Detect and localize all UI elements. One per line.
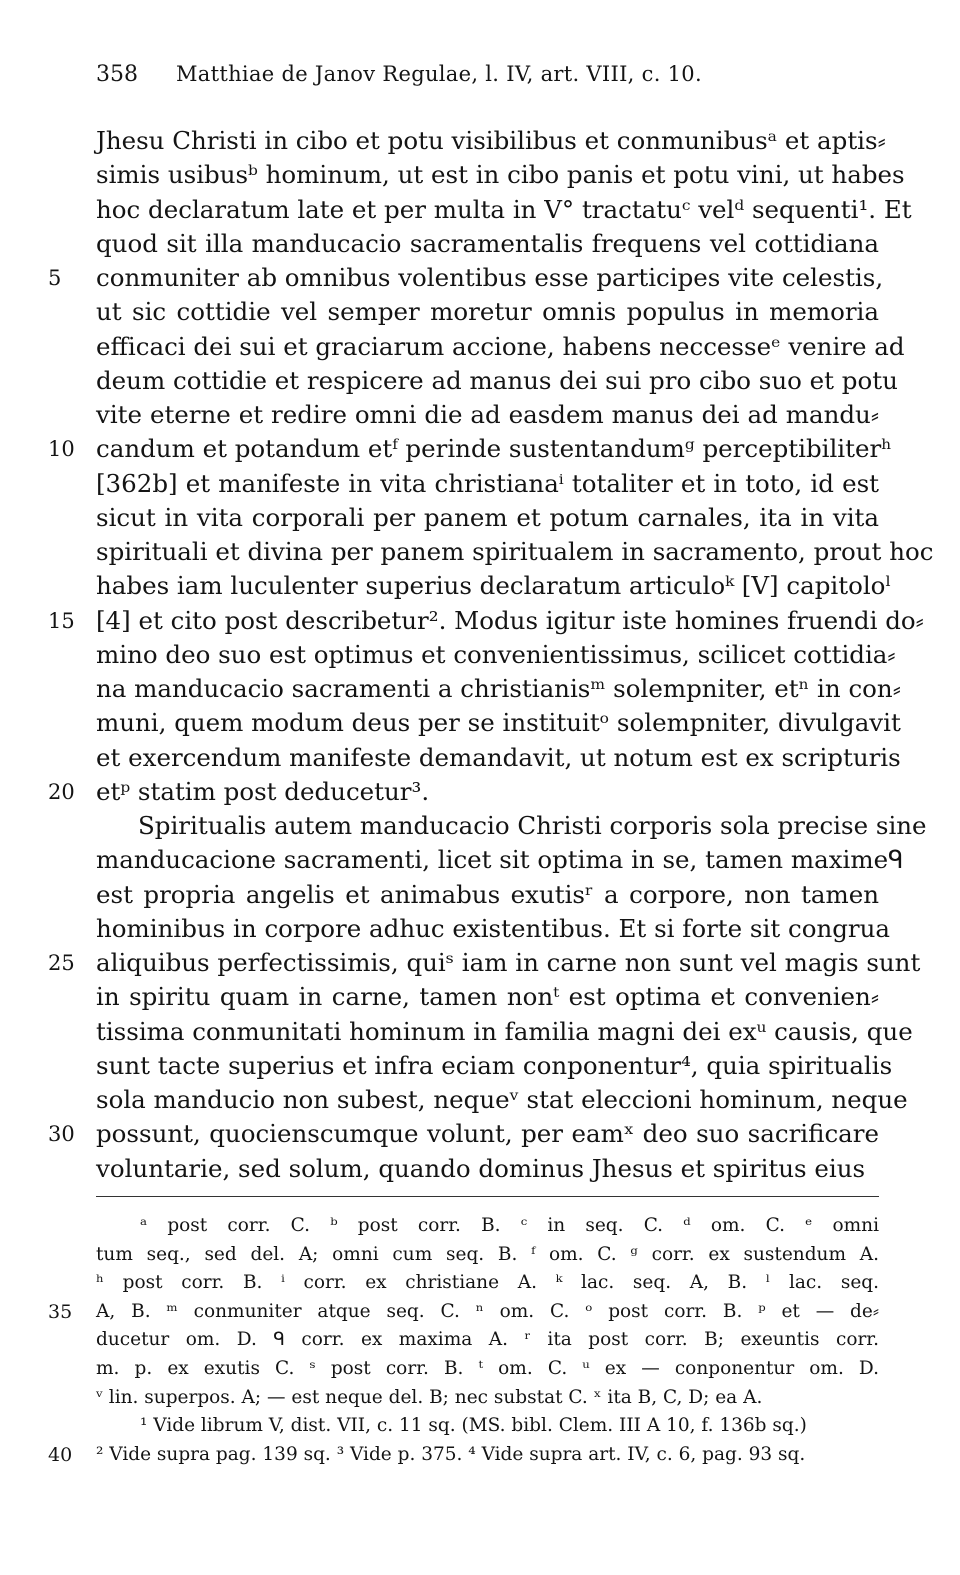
line-number: 40 (48, 1443, 73, 1466)
text-line: possunt, quocienscumque volunt, per eamˣ deo suo sacrificare (96, 1119, 879, 1149)
footnote-line: A, B. ᵐ conmuniter atque seq. C. ⁿ om. C. ᵒ post corr. B. ᵖ et — de⸗ (96, 1300, 879, 1322)
text-line: [4] et cito post describetur². Modus igitur iste homines fruendi do⸗ (96, 605, 924, 635)
text-line: sunt tacte superius et infra eciam conponentur⁴, quia spiritualis (96, 1050, 893, 1080)
text-line: sicut in vita corporali per panem et potum carnales, ita in vita (96, 502, 879, 532)
line-number: 5 (48, 266, 62, 290)
running-title: Matthiae de Janov Regulae, l. IV, art. VIII, c. 10. (176, 62, 702, 86)
footnote-line: ² Vide supra pag. 139 sq. ³ Vide p. 375. ⁴ Vide supra art. IV, c. 6, pag. 93 sq. (96, 1443, 806, 1465)
text-line: in spiritu quam in carne, tamen nonᵗ est optima et convenien⸗ (96, 982, 879, 1012)
text-line: [362b] et manifeste in vita christianaⁱ totaliter et in toto, id est (96, 468, 879, 498)
text-line: mino deo suo est optimus et convenientissimus, scilicet cottidia⸗ (96, 639, 896, 669)
line-number: 10 (48, 437, 75, 462)
footnote-line: ᵃ post corr. C. ᵇ post corr. B. ᶜ in seq. C. ᵈ om. C. ᵉ omni (140, 1215, 879, 1236)
text-line: muni, quem modum deus per se instituitᵒ solempniter, divulgavit (96, 708, 901, 738)
text-line: et exercendum manifeste demandavit, ut notum est ex scripturis (96, 742, 901, 772)
text-line: sola manducio non subest, nequeᵛ stat eleccioni hominum, neque (96, 1085, 908, 1114)
footnote-line: m. p. ex exutis C. ˢ post corr. B. ᵗ om. C. ᵘ ex — conponentur om. D. (96, 1358, 879, 1379)
footnote-line: tum seq., sed del. A; omni cum seq. B. ᶠ om. C. ᵍ corr. ex sustendum A. (96, 1243, 879, 1265)
text-line: Spiritualis autem manducacio Christi corporis sola precise sine (138, 811, 927, 840)
page-header (96, 62, 702, 87)
text-line: quod sit illa manducacio sacramentalis frequens vel cottidiana (96, 228, 879, 258)
text-line: etᵖ statim post deducetur³. (96, 776, 430, 806)
footnote-line: ᵛ lin. superpos. A; — est neque del. B; nec substat C. ˣ ita B, C, D; ea A. (96, 1386, 763, 1408)
text-line: Jhesu Christi in cibo et potu visibilibus et conmunibusᵃ et aptis⸗ (96, 126, 886, 155)
line-number: 15 (48, 608, 75, 633)
text-line: manducacione sacramenti, licet sit optima in se, tamen maximeᑫ (96, 845, 904, 875)
text-line: vite eterne et redire omni die ad easdem manus dei ad mandu⸗ (96, 400, 879, 429)
text-line: na manducacio sacramenti a christianisᵐ solempniter, etⁿ in con⸗ (96, 674, 901, 703)
line-number: 20 (48, 779, 75, 804)
text-line: hominibus in corpore adhuc existentibus. Et si forte sit congrua (96, 913, 891, 943)
text-line: aliquibus perfectissimis, quiˢ iam in carne non sunt vel magis sunt (96, 948, 921, 977)
text-line: habes iam luculenter superius declaratum articuloᵏ [V] capitoloˡ (96, 571, 892, 601)
text-line: deum cottidie et respicere ad manus dei sui pro cibo suo et potu (96, 365, 898, 395)
footnote-line: ducetur om. D. ᑫ corr. ex maxima A. ʳ ita post corr. B; exeuntis corr. (96, 1329, 879, 1351)
text-line: conmuniter ab omnibus volentibus esse participes vite celestis, (96, 263, 884, 292)
text-line: efficaci dei sui et graciarum accione, habens neccesseᵉ venire ad (96, 331, 905, 361)
footnote-line: ¹ Vide librum V, dist. VII, c. 11 sq. (MS. bibl. Clem. III A 10, f. 136b sq.) (140, 1415, 807, 1437)
text-line: voluntarie, sed solum, quando dominus Jhesus et spiritus eius (96, 1153, 866, 1183)
text-line: candum et potandum etᶠ perinde sustentandumᵍ perceptibiliterʰ (96, 434, 892, 464)
text-line: tissima conmunitati hominum in familia magni dei exᵘ causis, que (96, 1016, 913, 1046)
footnote-line: ʰ post corr. B. ⁱ corr. ex christiane A. ᵏ lac. seq. A, B. ˡ lac. seq. (96, 1272, 879, 1294)
line-number: 25 (48, 951, 75, 975)
line-number: 35 (48, 1300, 73, 1323)
footnote-divider (96, 1196, 879, 1197)
line-number: 30 (48, 1122, 75, 1147)
text-line: hoc declaratum late et per multa in V° tractatuᶜ velᵈ sequenti¹. Et (96, 194, 912, 224)
text-line: spirituali et divina per panem spiritualem in sacramento, prout hoc (96, 537, 934, 566)
text-line: simis usibusᵇ hominum, ut est in cibo panis et potu vini, ut habes (96, 160, 905, 190)
text-line: est propria angelis et animabus exutisʳ a corpore, non tamen (96, 879, 879, 909)
text-line: ut sic cottidie vel semper moretur omnis populus in memoria (96, 297, 879, 327)
page-number: 358 (96, 62, 138, 87)
